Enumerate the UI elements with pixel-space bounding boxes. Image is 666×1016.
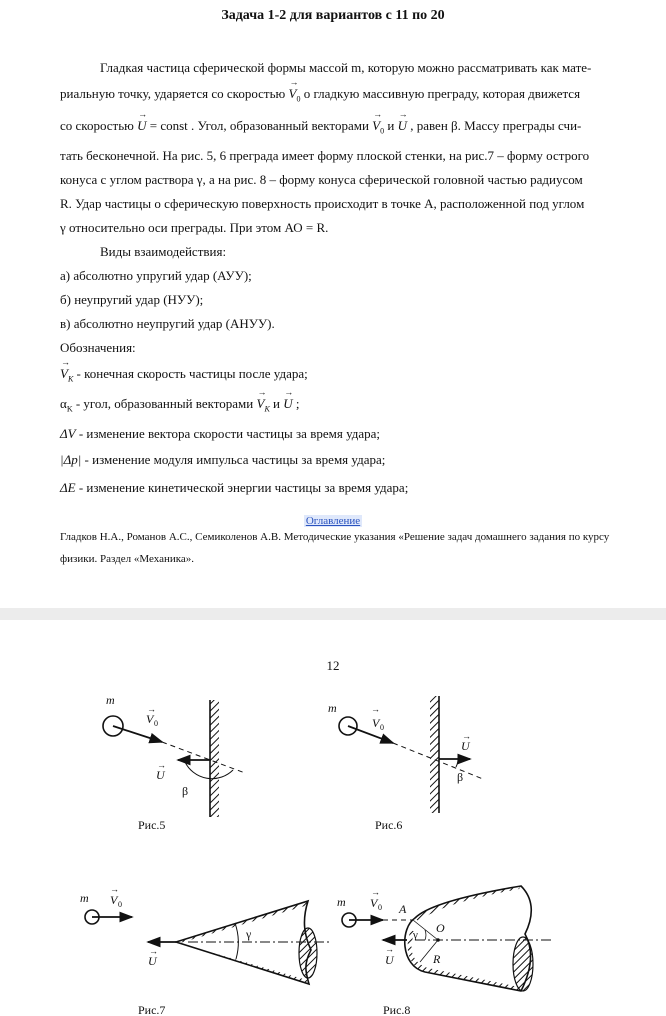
problem-text-line-3: со скоростью → U = const . Угол, образованный векторами → $V_0$ и → U , равен β. Массу преграды счи-: [60, 118, 581, 136]
problem-text-line-6: R. Удар частицы о сферическую поверхность происходит в точке А, расположенной под углом: [60, 196, 585, 211]
blunt-cone-icon: [405, 886, 532, 991]
problem-text-line-1: Гладкая частица сферической формы массой m, которую можно рассматривать как мате-: [100, 60, 592, 75]
page-title: Задача 1-2 для вариантов с 11 по 20: [221, 8, 445, 23]
interaction-type-item: в) абсолютно неупругий удар (АНУУ).: [60, 316, 275, 331]
figure-7: [70, 870, 340, 1016]
center-o-label: O: [436, 921, 445, 935]
v0-label: V: [372, 716, 380, 730]
problem-text-line-5: конуса с углом раствора γ, а на рис. 8 – форму конуса сферической головной частью радиусом: [60, 172, 583, 187]
interaction-type-item: б) неупругий удар (НУУ);: [60, 292, 204, 307]
table-of-contents-link[interactable]: Оглавление: [305, 515, 361, 527]
interaction-types-heading: Виды взаимодействия:: [100, 244, 227, 259]
reference-text: Гладков Н.А., Романов А.С., Семиколенов А.В. Методические указания «Решение задач домашнего задания по курсу физики. Раздел «Механика».: [60, 531, 610, 565]
v0-label: V: [370, 896, 378, 910]
svg-text:0: 0: [380, 723, 384, 732]
svg-text:→: →: [385, 944, 394, 954]
svg-text:0: 0: [118, 900, 122, 909]
gamma-label: γ: [246, 927, 252, 941]
radius-label: R: [433, 952, 441, 966]
figure-6: [315, 682, 505, 842]
figure-caption: Рис.7: [138, 1003, 166, 1016]
problem-text-line-4: тать бесконечной. На рис. 5, 6 преграда имеет форму плоской стенки, на рис.7 – форму острого: [60, 148, 590, 163]
v0-label: V: [110, 893, 118, 907]
figure-5: [90, 682, 270, 842]
figure-caption: Рис.8: [383, 1003, 411, 1016]
problem-text-line-7: γ относительно оси преграды. При этом АО = R.: [60, 220, 329, 235]
gamma-label: γ: [413, 929, 418, 941]
u-label: U: [385, 953, 394, 967]
svg-text:0: 0: [378, 903, 382, 912]
notation-item: $\alpha_K$ - угол, образованный векторами → $V_K$ и → U ;: [60, 396, 300, 414]
mass-label: m: [80, 891, 89, 905]
figure-8: [325, 870, 565, 1016]
page-number: 12: [326, 658, 340, 673]
figure-caption: Рис.6: [375, 818, 403, 832]
mass-label: m: [337, 895, 346, 909]
svg-text:→: →: [147, 704, 156, 714]
svg-text:→: →: [371, 704, 380, 714]
problem-text-line-2: риальную точку, ударяется со скоростью → $V_0$ о гладкую массивную преграду, которая движется: [60, 86, 580, 104]
point-a-label: A: [399, 902, 407, 916]
mass-label: m: [106, 693, 115, 707]
svg-text:→: →: [110, 884, 119, 894]
v0-label: V: [146, 712, 154, 726]
svg-text:→: →: [462, 731, 471, 741]
svg-text:→: →: [371, 887, 380, 897]
u-label: U: [148, 954, 157, 968]
svg-text:→: →: [157, 760, 166, 770]
u-label: U: [461, 739, 470, 753]
notation-item: ΔE - изменение кинетической энергии частицы за время удара;: [60, 480, 409, 495]
svg-text:→: →: [149, 946, 158, 956]
figure-caption: Рис.5: [138, 818, 166, 832]
document-page-2: [0, 620, 666, 1016]
notation-item: → $V_K$ - конечная скорость частицы после удара;: [60, 366, 308, 384]
svg-text:0: 0: [154, 719, 158, 728]
wall-icon: [210, 700, 219, 817]
page-separator: [0, 608, 666, 620]
u-label: U: [156, 768, 165, 782]
interaction-type-item: а) абсолютно упругий удар (АУУ);: [60, 268, 252, 283]
beta-label: β: [457, 770, 464, 784]
notation-heading: Обозначения:: [60, 340, 136, 355]
mass-label: m: [328, 701, 337, 715]
wall-icon: [430, 696, 439, 813]
notation-item: ΔV - изменение вектора скорости частицы за время удара;: [60, 426, 381, 441]
beta-label: β: [182, 784, 189, 798]
notation-item: |Δp| - изменение модуля импульса частицы за время удара;: [60, 452, 386, 467]
